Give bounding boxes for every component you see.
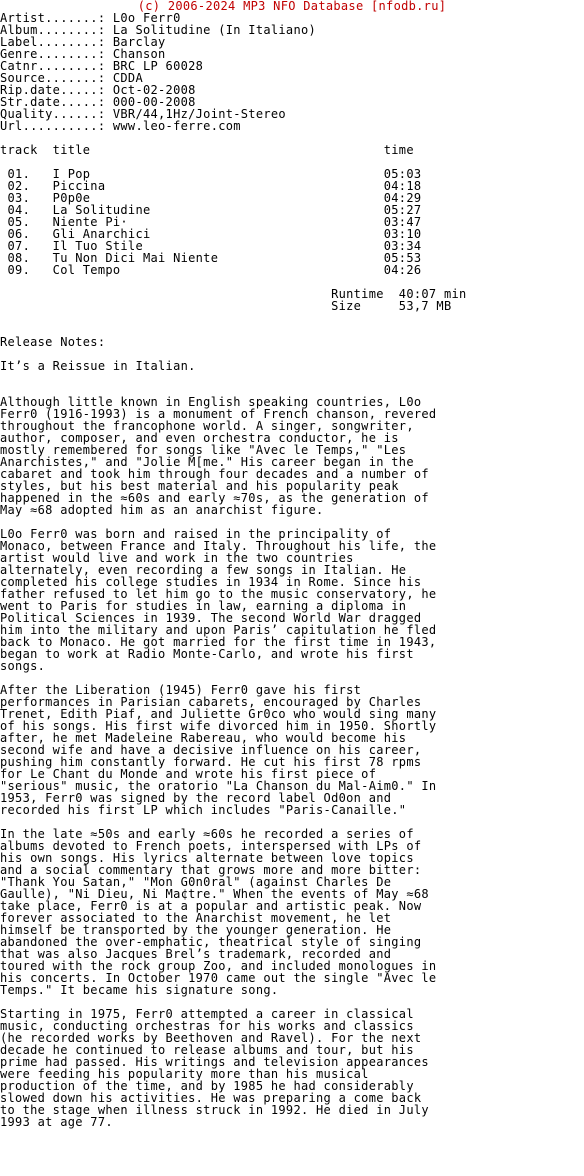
nfo-line: his own songs. His lyrics alternate between love topics — [0, 851, 414, 865]
nfo-line: Artist.......: L0o Ferr0 — [0, 11, 181, 25]
nfo-line: began to work at Radio Monte-Carlo, and wrote his first — [0, 647, 414, 661]
nfo-line: 04. La Solitudine 05:27 — [0, 203, 422, 217]
nfo-line: Release Notes: — [0, 335, 106, 349]
nfo-line: Monaco, between France and Italy. Throughout his life, the — [0, 539, 437, 553]
nfo-line: decade he continued to release albums and tour, but his — [0, 1043, 414, 1057]
nfo-line: artist would live and work in the two countries — [0, 551, 354, 565]
nfo-line: went to Paris for studies in law, earning a diploma in — [0, 599, 407, 613]
nfo-line: of his songs. His first wife divorced him in 1950. Shortly — [0, 719, 437, 733]
nfo-line: were feeding his popularity more than his musical — [0, 1067, 369, 1081]
nfo-line: Size 53,7 MB — [0, 299, 452, 313]
nfo-line: 01. I Pop 05:03 — [0, 167, 422, 181]
nfo-line: Anarchistes," and "Jolie M[me." His career began in the — [0, 455, 414, 469]
nfo-line: and a social commentary that grows more and more bitter: — [0, 863, 422, 877]
nfo-line: L0o Ferr0 was born and raised in the principality of — [0, 527, 392, 541]
nfo-line: that was also Jacques Brel’s trademark, recorded and — [0, 947, 392, 961]
nfo-line: Label........: Barclay — [0, 35, 166, 49]
nfo-line: recorded his first LP which includes "Paris-Canaille." — [0, 803, 407, 817]
nfo-line: prime had passed. His writings and television appearances — [0, 1055, 429, 1069]
nfo-line: his concerts. In October 1970 came out the single "Avec le — [0, 971, 437, 985]
nfo-line: After the Liberation (1945) Ferr0 gave his first — [0, 683, 362, 697]
nfo-line: him into the military and upon Paris’ capitulation he fled — [0, 623, 437, 637]
nfo-line: Source.......: CDDA — [0, 71, 143, 85]
nfo-line: styles, but his best material and his popularity peak — [0, 479, 399, 493]
nfo-line: music, conducting orchestras for his works and classics — [0, 1019, 414, 1033]
nfo-line: slowed down his activities. He was preparing a come back — [0, 1091, 422, 1105]
nfo-line: 07. Il Tuo Stile 03:34 — [0, 239, 422, 253]
nfo-line: for Le Chant du Monde and wrote his first piece of — [0, 767, 377, 781]
nfodb-banner[interactable]: (c) 2006-2024 MP3 NFO Database [nfodb.ru] — [137, 0, 447, 13]
nfo-line: Rip.date.....: Oct-02-2008 — [0, 83, 196, 97]
nfo-line: 09. Col Tempo 04:26 — [0, 263, 422, 277]
nfo-line: cabaret and took him through four decades and a number of — [0, 467, 429, 481]
nfo-line — [0, 372, 584, 384]
nfo-line: forever associated to the Anarchist movement, he let — [0, 911, 392, 925]
nfo-line: back to Monaco. He got married for the first time in 1943, — [0, 635, 437, 649]
nfo-line: Temps." It became his signature song. — [0, 983, 279, 997]
nfo-line: Runtime 40:07 min — [0, 287, 467, 301]
nfo-line: Genre........: Chanson — [0, 47, 166, 61]
nfo-line: take place, Ferr0 is at a popular and artistic peak. Now — [0, 899, 422, 913]
nfo-line: author, composer, and even orchestra conductor, he is — [0, 431, 399, 445]
nfo-line: abandoned the over-emphatic, theatrical style of singing — [0, 935, 422, 949]
nfo-line: 06. Gli Anarchici 03:10 — [0, 227, 422, 241]
nfo-line: 02. Piccina 04:18 — [0, 179, 422, 193]
nfo-line: toured with the rock group Zoo, and included monologues in — [0, 959, 437, 973]
nfo-line: Starting in 1975, Ferr0 attempted a career in classical — [0, 1007, 414, 1021]
nfo-line: Album........: La Solitudine (In Italiano) — [0, 23, 317, 37]
nfo-line: to the stage when illness struck in 1992. He died in July — [0, 1103, 429, 1117]
nfo-line: track title time — [0, 143, 414, 157]
nfo-line: Although little known in English speaking countries, L0o — [0, 395, 422, 409]
nfo-line: songs. — [0, 659, 46, 673]
nfo-line: alternately, even recording a few songs in Italian. He — [0, 563, 407, 577]
nfo-line: Political Sciences in 1939. The second World War dragged — [0, 611, 422, 625]
nfo-line: performances in Parisian cabarets, encouraged by Charles — [0, 695, 422, 709]
nfo-line: "Thank You Satan," "Mon G0n0ral" (against Charles De — [0, 875, 392, 889]
nfo-line: 03. P0p0e 04:29 — [0, 191, 422, 205]
nfo-line: Catnr........: BRC LP 60028 — [0, 59, 204, 73]
nfo-line: May ≈68 adopted him as an anarchist figure. — [0, 503, 324, 517]
nfo-line: 1953, Ferr0 was signed by the record label Od0on and — [0, 791, 392, 805]
nfo-line: In the late ≈50s and early ≈60s he recorded a series of — [0, 827, 414, 841]
nfo-line: Quality......: VBR/44,1Hz/Joint-Stereo — [0, 107, 286, 121]
nfo-line: himself be transported by the younger generation. He — [0, 923, 392, 937]
nfo-line: Str.date.....: 000-00-2008 — [0, 95, 196, 109]
nfo-line: 08. Tu Non Dici Mai Niente 05:53 — [0, 251, 422, 265]
nfo-line: Gaulle), "Ni Dieu, Ni Ma¢tre." When the events of May ≈68 — [0, 887, 429, 901]
nfo-line: after, he met Madeleine Rabereau, who would become his — [0, 731, 407, 745]
nfo-line: 1993 at age 77. — [0, 1115, 113, 1129]
nfo-line: Url..........: www.leo-ferre.com — [0, 119, 241, 133]
nfo-line: Ferr0 (1916-1993) is a monument of French chanson, revered — [0, 407, 437, 421]
nfo-line: albums devoted to French poets, interspersed with LPs of — [0, 839, 422, 853]
nfo-line: happened in the ≈60s and early ≈70s, as the generation of — [0, 491, 429, 505]
nfo-line: Trenet, Edith Piaf, and Juliette Gr0co who would sing many — [0, 707, 437, 721]
nfo-line: mostly remembered for songs like "Avec le Temps," "Les — [0, 443, 407, 457]
nfo-line: It’s a Reissue in Italian. — [0, 359, 196, 373]
nfo-line — [0, 312, 584, 324]
nfo-line: throughout the francophone world. A singer, songwriter, — [0, 419, 414, 433]
nfo-line: 05. Niente Pi· 03:47 — [0, 215, 422, 229]
nfo-line: (he recorded works by Beethoven and Ravel). For the next — [0, 1031, 422, 1045]
nfo-line: second wife and have a decisive influence on his career, — [0, 743, 422, 757]
nfo-line: production of the time, and by 1985 he had considerably — [0, 1079, 414, 1093]
nfo-line: "serious" music, the oratorio "La Chanson du Mal-Aim0." In — [0, 779, 437, 793]
nfo-line: father refused to let him go to the music conservatory, he — [0, 587, 437, 601]
nfo-line: completed his college studies in 1934 in Rome. Since his — [0, 575, 422, 589]
nfo-line: pushing him constantly forward. He cut his first 78 rpms — [0, 755, 422, 769]
